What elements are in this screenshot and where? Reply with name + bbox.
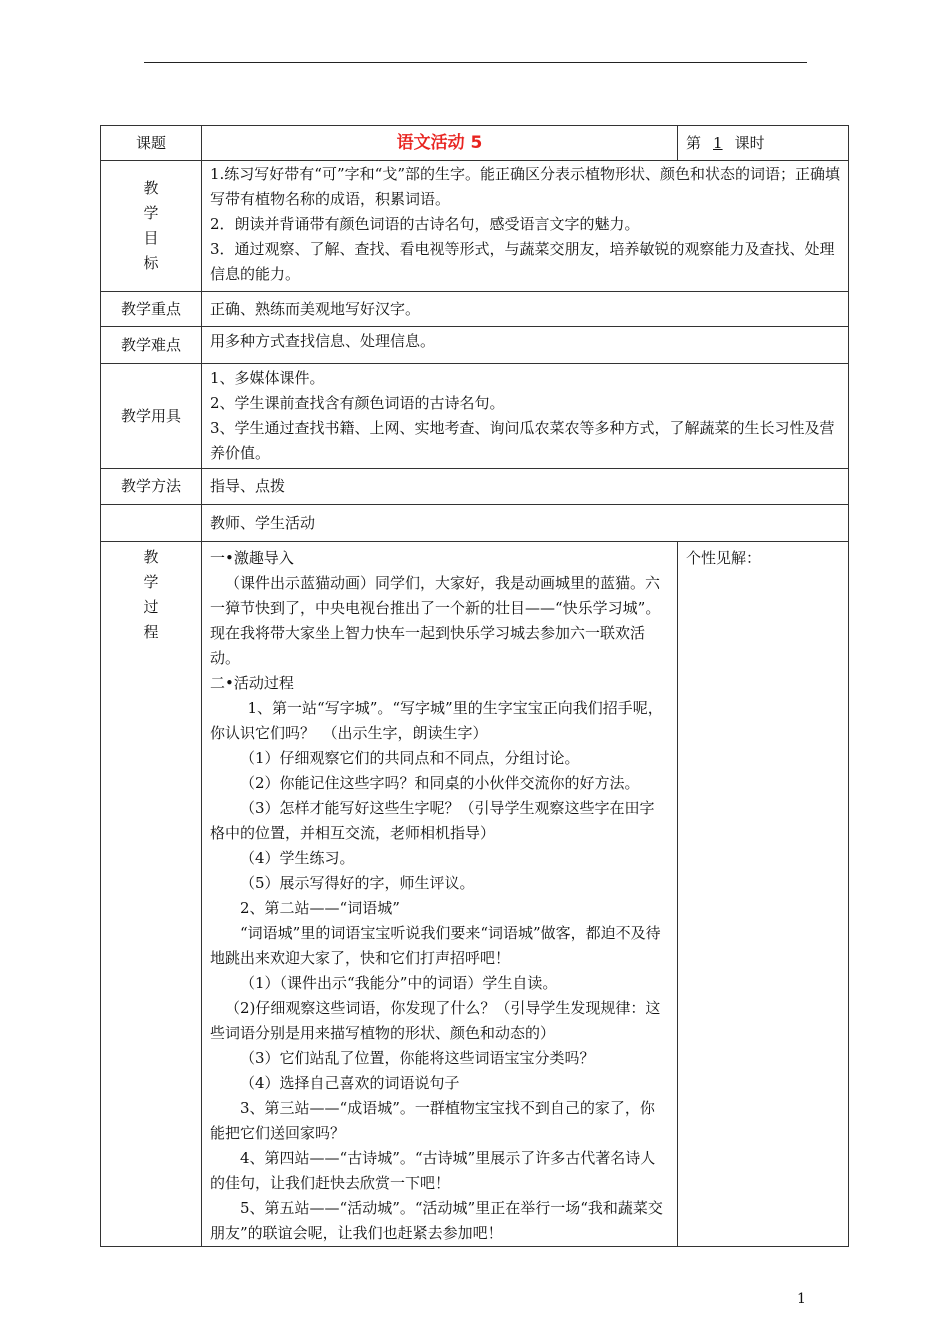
process-paragraph: （1）仔细观察它们的共同点和不同点，分组讨论。 — [240, 749, 580, 767]
tools-row — [101, 364, 849, 469]
process-paragraph: “词语城”里的词语宝宝听说我们要来“词语城”做客，都迫不及待地跳出来欢迎大家了，快和它们打声招呼吧！ — [210, 924, 661, 967]
methods-text: 指导、点拨 — [202, 469, 849, 505]
process-paragraph: （4）学生练习。 — [240, 849, 355, 867]
methods-row — [101, 469, 849, 505]
objectives-content — [202, 161, 849, 292]
period-number: 1 — [713, 133, 723, 152]
process-paragraph: 3、第三站——“成语城”。一群植物宝宝找不到自己的家了，你能把它们送回家吗？ — [210, 1099, 655, 1142]
process-paragraph: 5、第五站——“活动城”。“活动城”里正在举行一场“我和蔬菜交朋友”的联谊会呢，让我们也赶紧去参加吧！ — [210, 1199, 663, 1242]
activity-header-empty — [101, 505, 202, 542]
header-rule — [144, 62, 807, 63]
key-points-text: 正确、熟练而美观地写好汉字。 — [202, 292, 849, 327]
objectives-label-char: 标 — [143, 254, 159, 272]
process-paragraph: 4、第四站——“古诗城”。“古诗城”里展示了许多古代著名诗人的佳句，让我们赶快去欣赏一下吧！ — [210, 1149, 656, 1192]
page-number: 1 — [797, 1291, 806, 1307]
key-points-label: 教学重点 — [101, 292, 202, 327]
notes-label: 个性见解： — [686, 549, 762, 567]
difficulties-text: 用多种方式查找信息、处理信息。 — [202, 327, 849, 364]
course-label: 课题 — [101, 126, 202, 161]
activity-header-text: 教师、学生活动 — [202, 505, 849, 542]
period-cell — [678, 126, 849, 161]
process-content — [202, 542, 678, 1247]
activity-header-row — [101, 505, 849, 542]
process-paragraph: （4）选择自己喜欢的词语说句子 — [240, 1074, 460, 1092]
process-row — [101, 542, 849, 1247]
process-paragraph: 二•活动过程 — [210, 674, 294, 692]
tool-item: 3、学生通过查找书籍、上网、实地考查、询问瓜农菜农等多种方式，了解蔬菜的生长习性及营养价值。 — [210, 419, 835, 462]
tools-label: 教学用具 — [101, 364, 202, 469]
lesson-plan-table — [100, 125, 849, 1247]
period-suffix: 课时 — [734, 133, 765, 152]
key-points-row — [101, 292, 849, 327]
title-row — [101, 126, 849, 161]
tool-item: 2、学生课前查找含有颜色词语的古诗名句。 — [210, 394, 505, 412]
process-paragraphs — [210, 546, 669, 1246]
objective-item: 1.练习写好带有“可”字和“戈”部的生字。能正确区分表示植物形状、颜色和状态的词语；正确填写带有植物名称的成语，积累词语。 — [210, 165, 840, 208]
tools-content — [202, 364, 849, 469]
notes-cell — [678, 542, 849, 1247]
objectives-label — [101, 161, 202, 292]
methods-label: 教学方法 — [101, 469, 202, 505]
process-paragraph: （5）展示写得好的字，师生评议。 — [240, 874, 475, 892]
lesson-title: 语文活动 5 — [202, 126, 678, 161]
tool-item: 1、多媒体课件。 — [210, 369, 325, 387]
objectives-row — [101, 161, 849, 292]
process-paragraph: （3）怎样才能写好这些生字呢？（引导学生观察这些字在田字格中的位置，并相互交流，老师相机指导） — [210, 799, 655, 842]
process-paragraph: 一•激趣导入 — [210, 549, 294, 567]
objective-item: 3．通过观察、了解、查找、看电视等形式，与蔬菜交朋友，培养敏锐的观察能力及查找、处理信息的能力。 — [210, 240, 835, 283]
process-label-char: 程 — [143, 623, 159, 641]
process-paragraph: （1）（课件出示“我能分”中的词语）学生自读。 — [240, 974, 558, 992]
process-paragraph: 2、第二站——“词语城” — [240, 899, 400, 917]
process-label-char: 过 — [143, 598, 159, 616]
process-paragraph: 1、第一站“写字城”。“写字城”里的生字宝宝正向我们招手呢，你认识它们吗？ （出示生字，朗读生字） — [210, 699, 663, 742]
difficulties-label: 教学难点 — [101, 327, 202, 364]
process-paragraph: （3）它们站乱了位置，你能将这些词语宝宝分类吗？ — [240, 1049, 595, 1067]
period-prefix: 第 — [686, 133, 702, 152]
objectives-label-char: 教 — [143, 179, 159, 197]
process-label — [101, 542, 202, 1247]
objectives-label-char: 目 — [143, 229, 159, 247]
objective-item: 2．朗读并背诵带有颜色词语的古诗名句，感受语言文字的魅力。 — [210, 215, 640, 233]
process-paragraph: （课件出示蓝猫动画）同学们，大家好，我是动画城里的蓝猫。六一獐节快到了，中央电视台推出了一个新的壮目——“快乐学习城”。现在我将带大家坐上智力快车一起到快乐学习城去参加六一联欢活动。 — [210, 574, 661, 667]
difficulties-row — [101, 327, 849, 364]
process-label-char: 教 — [143, 548, 159, 566]
process-label-char: 学 — [143, 573, 159, 591]
process-paragraph: （2）你能记住这些字吗？和同桌的小伙伴交流你的好方法。 — [240, 774, 640, 792]
objectives-label-char: 学 — [143, 204, 159, 222]
process-paragraph: （2)仔细观察这些词语，你发现了什么？（引导学生发现规律：这些词语分别是用来描写植物的形状、颜色和动态的） — [210, 999, 661, 1042]
